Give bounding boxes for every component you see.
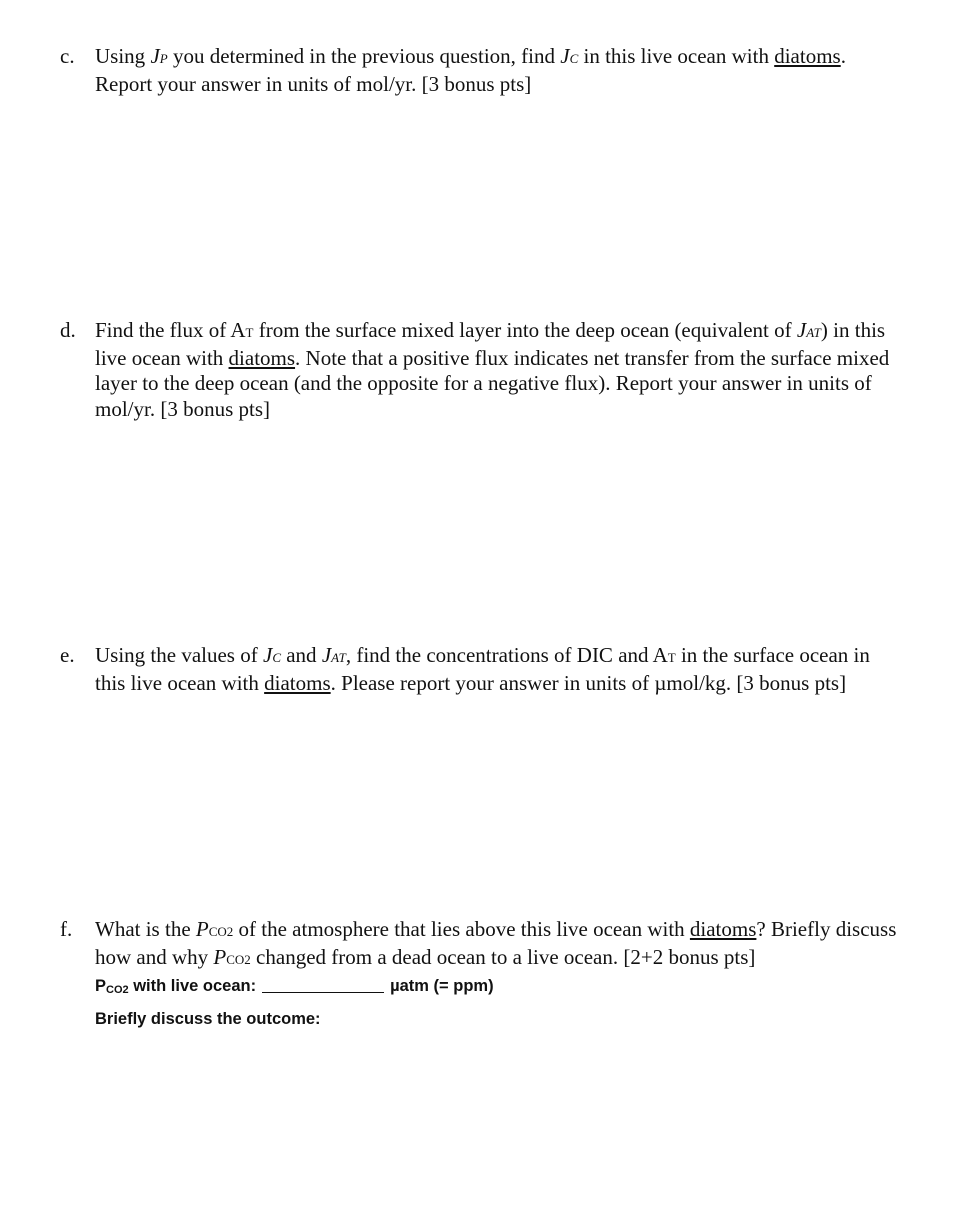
question-f-text [95, 917, 930, 972]
pco2-symbol: PCO2 [213, 944, 251, 969]
pco2-answer-row [95, 977, 494, 996]
jat-symbol: JAT [796, 318, 821, 342]
question-d-line-2: live ocean with diatoms. Note that a positive flux indicates net transfer from the surface mixed [95, 345, 890, 370]
question-e-letter: e. [60, 643, 75, 667]
question-f-line-1: What is the PCO2 of the atmosphere that lies above this live ocean with diatoms? Briefly discuss [95, 917, 897, 941]
jc-symbol: JC [560, 44, 579, 68]
diatoms-underlined: diatoms [689, 917, 757, 941]
pco2-answer-blank[interactable] [262, 978, 384, 993]
question-f-line-2: how and why PCO2 changed from a dead ocean to a live ocean. [2+2 bonus pts] [95, 944, 756, 969]
jat-symbol: JAT [321, 643, 346, 667]
discuss-label: Briefly discuss the outcome: [95, 1010, 321, 1028]
question-c-line-1: Using JP you determined in the previous question, find JC in this live ocean with diatoms. [95, 44, 846, 68]
question-c-letter: c. [60, 44, 75, 68]
jc-symbol: JC [262, 643, 281, 667]
question-e-line-2: this live ocean with diatoms. Please report your answer in units of µmol/kg. [3 bonus pts] [95, 670, 847, 695]
question-d [60, 318, 930, 422]
diatoms-underlined: diatoms [228, 345, 296, 370]
question-c-text [95, 44, 930, 97]
question-c-line-2: Report your answer in units of mol/yr. [3 bonus pts] [95, 71, 532, 96]
jp-symbol: JP [150, 44, 168, 68]
question-f [60, 917, 930, 972]
question-e-text [95, 643, 930, 696]
pco2-label: PCO2 with live ocean: [95, 977, 257, 996]
question-e-line-1: Using the values of JC and JAT, find the concentrations of DIC and AT in the surface ocean in [95, 643, 870, 667]
question-d-line-4: mol/yr. [3 bonus pts] [95, 396, 271, 421]
diatoms-underlined: diatoms [774, 44, 841, 68]
diatoms-underlined: diatoms [264, 670, 331, 695]
question-e [60, 643, 930, 696]
question-c [60, 44, 930, 97]
question-d-letter: d. [60, 318, 76, 342]
question-d-line-3: layer to the deep ocean (and the opposite for a negative flux). Report your answer in units of [95, 371, 872, 395]
pco2-symbol: PCO2 [195, 917, 234, 941]
question-d-line-1: Find the flux of AT from the surface mixed layer into the deep ocean (equivalent of JAT) in this [95, 318, 886, 342]
question-d-text [95, 318, 930, 422]
pco2-units: µatm (= ppm) [390, 977, 494, 995]
question-f-letter: f. [60, 917, 73, 941]
